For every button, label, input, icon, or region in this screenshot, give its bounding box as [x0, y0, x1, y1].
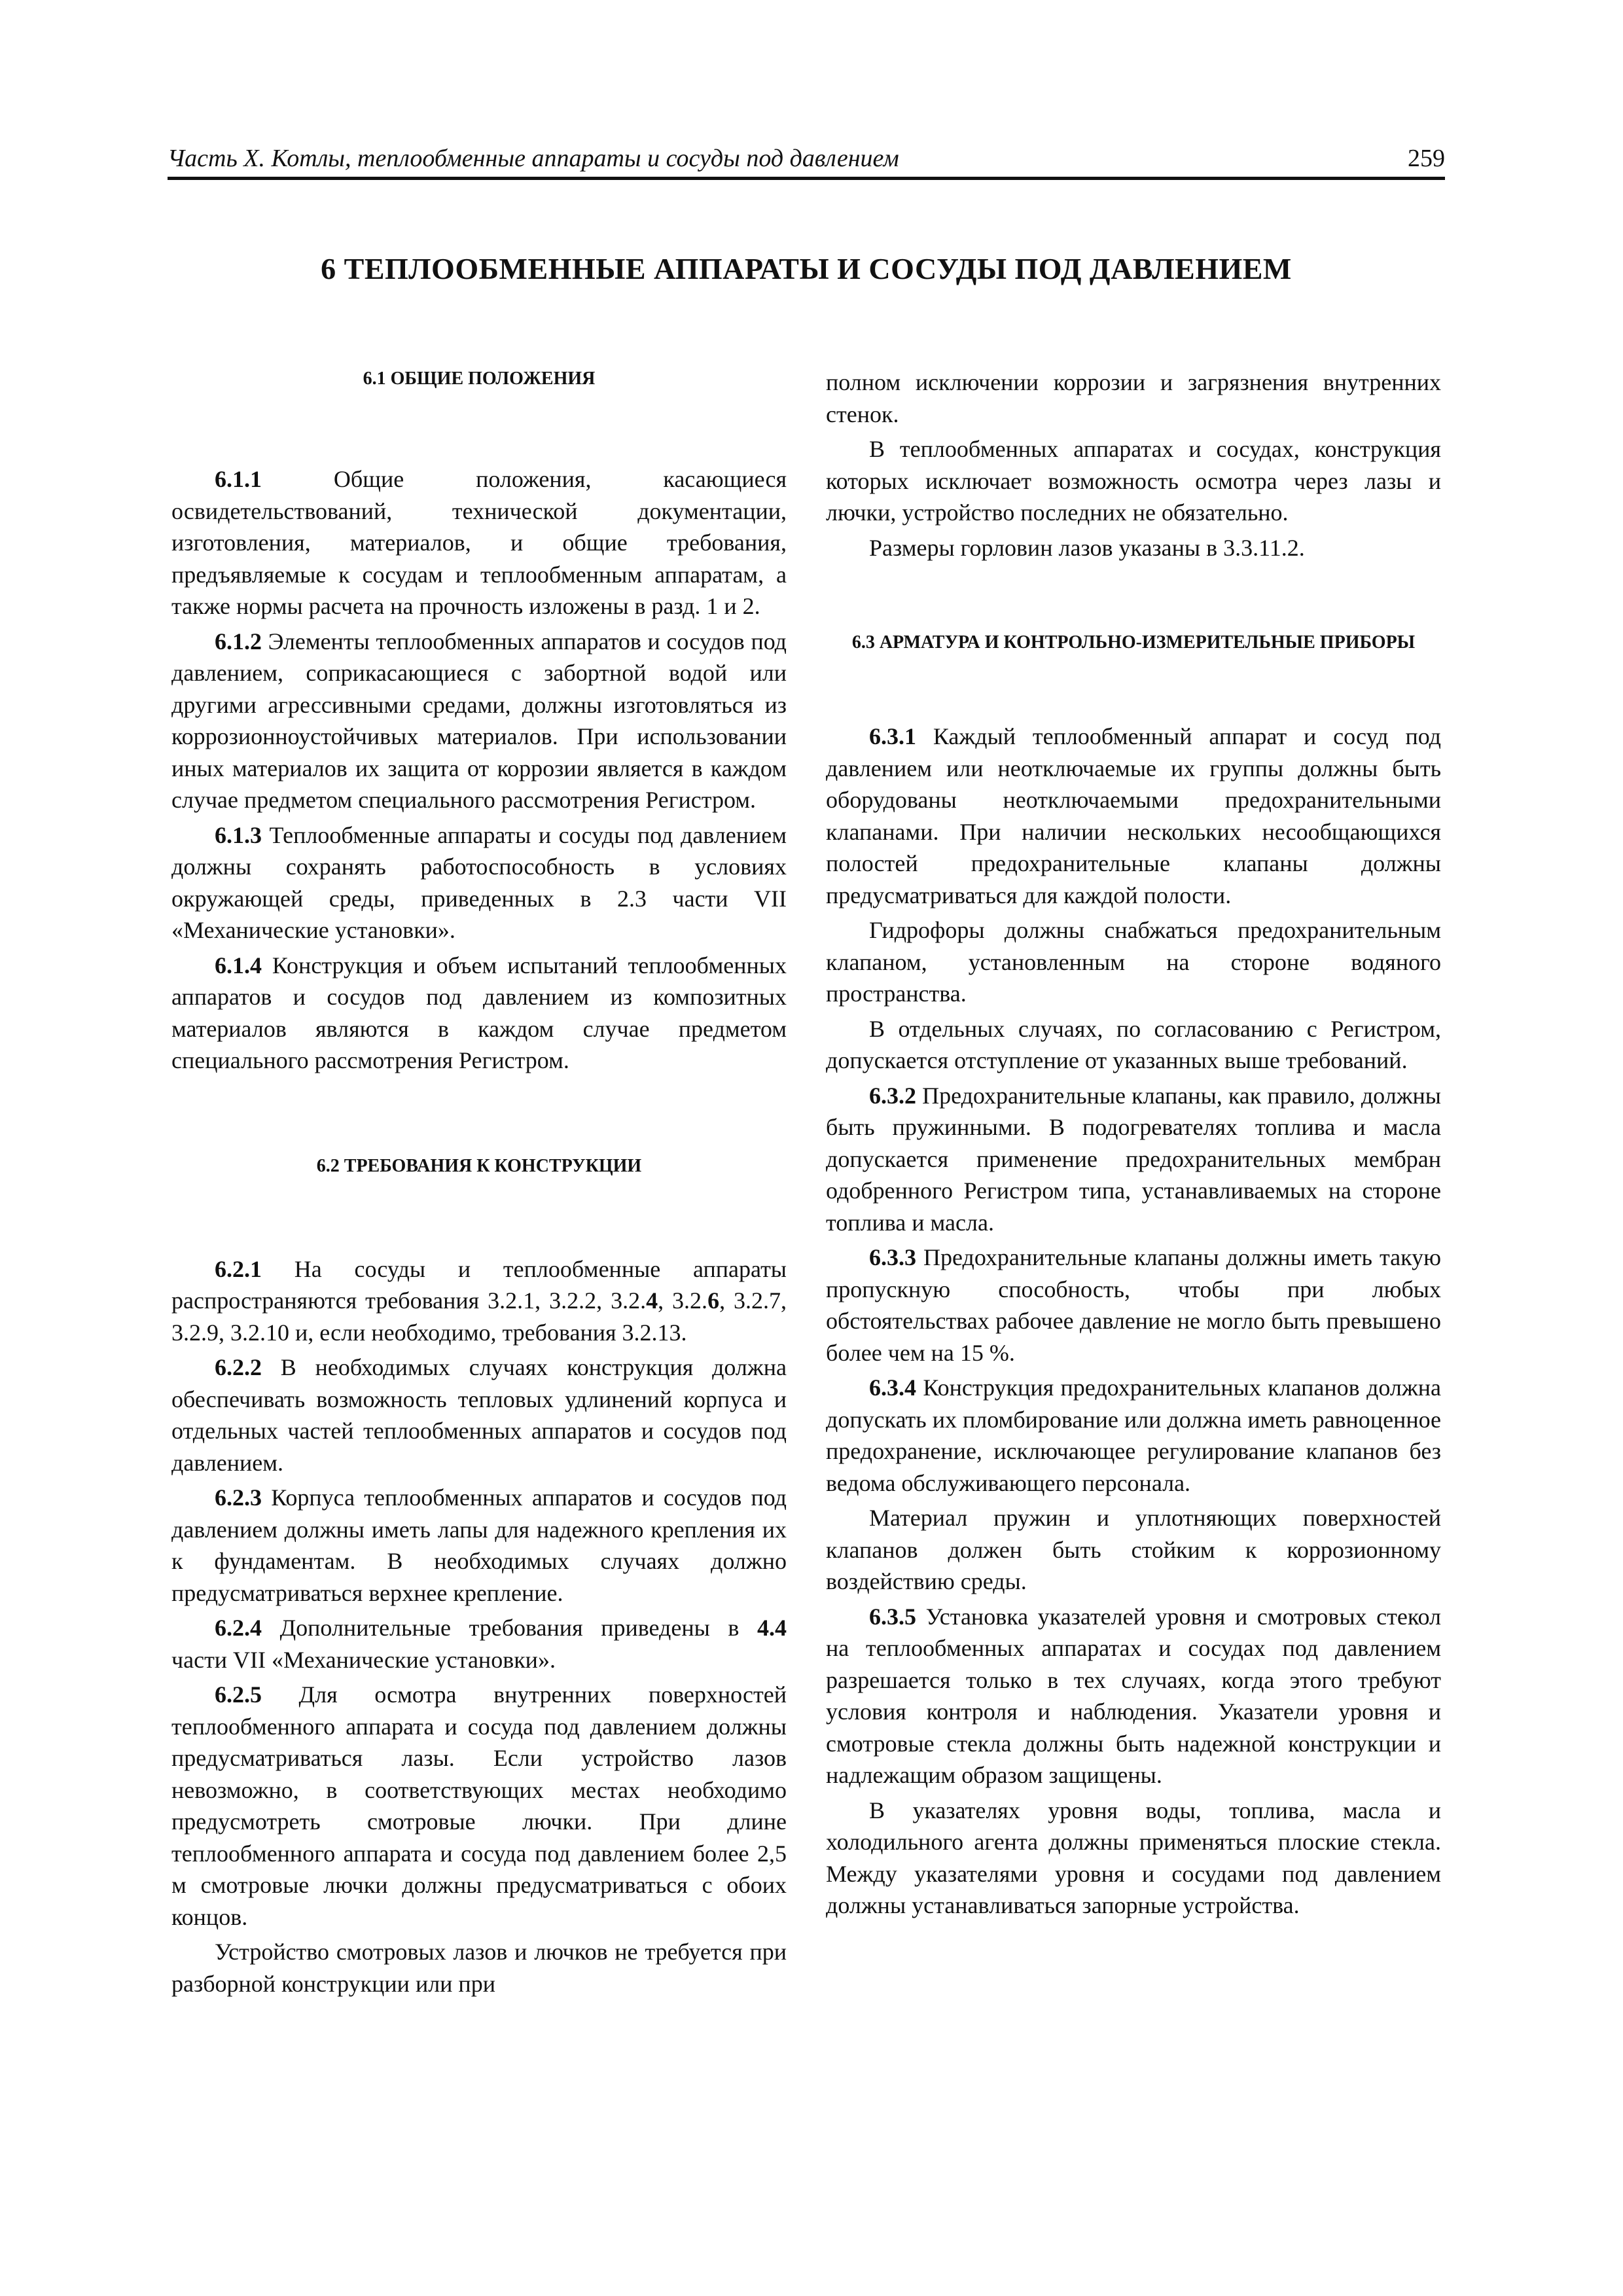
clause-number: 6.1.2	[215, 628, 262, 655]
paragraph-text: Предохранительные клапаны, как правило, должны быть пружинными. В подогревателях топлива и масла допускается применение предохранительных мембран одобренного Регистром типа, устанавливаемых на стороне топлива и масла.	[826, 1082, 1441, 1236]
paragraph-6-1-1	[171, 463, 787, 622]
section-title-6-3: 6.3 АРМАТУРА И КОНТРОЛЬНО-ИЗМЕРИТЕЛЬНЫЕ ПРИБОРЫ	[851, 632, 1416, 653]
clause-number: 6.3.4	[869, 1374, 916, 1401]
section-title-6-2: 6.2 ТРЕБОВАНИЯ К КОНСТРУКЦИИ	[316, 1155, 642, 1176]
paragraph-6-3-1-exceptions	[826, 1013, 1441, 1077]
paragraph-6-3-4	[826, 1372, 1441, 1499]
clause-number: 6.2.3	[215, 1484, 262, 1511]
clause-number: 6.3.2	[869, 1082, 916, 1109]
paragraph-text: части VII «Механические установки».	[171, 1646, 556, 1673]
paragraph-text: Для осмотра внутренних поверхностей теплообменного аппарата и сосуда под давлением должны предусматриваться лазы. Если устройство лазов невозможно, в соответствующих местах необходимо предусмотреть смотровые лючки. При длине теплообменного аппарата и сосуда под давлением более 2,5 м смотровые лючки должны предусматриваться с обоих концов.	[171, 1681, 787, 1930]
bold-digit: 4	[646, 1287, 658, 1314]
paragraph-text: Теплообменные аппараты и сосуды под давлением должны сохранять работоспособность в условиях окружающей среды, приведенных в 2.3 части VII «Механические установки».	[171, 821, 787, 943]
paragraph-text: В необходимых случаях конструкция должна обеспечивать возможность тепловых удлинений корпуса и отдельных частей теплообменных аппаратов и сосудов под давлением.	[171, 1354, 787, 1476]
right-column	[826, 367, 1441, 1925]
paragraph-6-1-4	[171, 950, 787, 1077]
paragraph-text: Общие положения, касающиеся освидетельствований, технической документации, изготовления, материалов, и общие требования, предъявляемые к сосудам и теплообменным аппаратам, а также нормы расчета на прочность изложены в разд. 1 и 2.	[171, 466, 787, 619]
paragraph-6-2-5-sizes	[826, 532, 1441, 564]
paragraph-text: Установка указателей уровня и смотровых стекол на теплообменных аппаратах и сосудах под давлением разрешается только в тех случаях, когда этого требуют условия контроля и наблюдения. Указатели уровня и смотровые стекла должны быть надежной конструкции и надлежащим образом защищены.	[826, 1603, 1441, 1788]
paragraph-text: Каждый теплообменный аппарат и сосуд под давлением или неотключаемые их группы должны быть оборудованы неотключаемыми предохранительными клапанами. При наличии нескольких несообщающихся полостей предохранительные клапаны должны предусматриваться для каждой полости.	[826, 723, 1441, 908]
clause-number: 6.3.5	[869, 1603, 916, 1630]
paragraph-6-2-3	[171, 1482, 787, 1609]
clause-number: 6.1.1	[215, 466, 262, 492]
paragraph-text: В теплообменных аппаратах и сосудах, конструкция которых исключает возможность осмотра через лазы и лючки, устройство последних не обязательно.	[826, 436, 1441, 526]
paragraph-6-3-3	[826, 1242, 1441, 1369]
paragraph-6-2-5	[171, 1679, 787, 1933]
paragraph-text: Конструкция и объем испытаний теплообменных аппаратов и сосудов под давлением из композитных материалов являются в каждом случае предметом специального рассмотрения Регистром.	[171, 952, 787, 1073]
clause-number: 6.3.3	[869, 1244, 916, 1270]
running-title: Часть X. Котлы, теплообменные аппараты и сосуды под давлением	[168, 145, 899, 172]
paragraph-6-2-5-manholes	[826, 433, 1441, 529]
left-column	[171, 367, 787, 2003]
paragraph-text: В отдельных случаях, по согласованию с Регистром, допускается отступление от указанных выше требований.	[826, 1015, 1441, 1073]
clause-number: 6.2.1	[215, 1255, 262, 1282]
section-title-6-1: 6.1 ОБЩИЕ ПОЛОЖЕНИЯ	[363, 368, 596, 389]
paragraph-6-2-2	[171, 1352, 787, 1479]
paragraph-6-3-1-hydrophores	[826, 914, 1441, 1010]
paragraph-text: Корпуса теплообменных аппаратов и сосудов под давлением должны иметь лапы для надежного крепления их к фундаментам. В необходимых случаях должно предусматриваться верхнее крепление.	[171, 1484, 787, 1606]
paragraph-text: полном исключении коррозии и загрязнения внутренних стенок.	[826, 369, 1441, 427]
paragraph-text: Элементы теплообменных аппаратов и сосудов под давлением, соприкасающиеся с забортной водой или другими агрессивными средами, должны изготовляться из коррозионноустойчивых материалов. При использовании иных материалов их защита от коррозии является в каждом случае предметом специального рассмотрения Регистром.	[171, 628, 787, 813]
paragraph-text: Гидрофоры должны снабжаться предохранительным клапаном, установленным на стороне водяного пространства.	[826, 917, 1441, 1007]
paragraph-text: Материал пружин и уплотняющих поверхностей клапанов должен быть стойким к коррозионному воздействию среды.	[826, 1505, 1441, 1594]
page-header	[168, 139, 1445, 180]
clause-number: 6.1.4	[215, 952, 262, 978]
clause-number: 6.2.4	[215, 1615, 262, 1641]
clause-number: 6.2.2	[215, 1354, 262, 1380]
paragraph-text: Размеры горловин лазов указаны в 3.3.11.2.	[869, 534, 1305, 561]
paragraph-text: Дополнительные требования приведены в	[262, 1615, 757, 1641]
paragraph-text: , 3.2.	[658, 1287, 708, 1314]
paragraph-6-1-3	[171, 819, 787, 946]
paragraph-continuation	[826, 367, 1441, 430]
chapter-title: 6 ТЕПЛООБМЕННЫЕ АППАРАТЫ И СОСУДЫ ПОД ДАВЛЕНИЕМ	[321, 252, 1292, 285]
paragraph-6-1-2	[171, 626, 787, 816]
paragraph-6-3-5	[826, 1601, 1441, 1791]
paragraph-text: Предохранительные клапаны должны иметь такую пропускную способность, чтобы при любых обстоятельствах рабочее давление не могло быть превышено более чем на 15 %.	[826, 1244, 1441, 1366]
clause-number: 6.2.5	[215, 1681, 262, 1708]
paragraph-text: Устройство смотровых лазов и лючков не требуется при разборной конструкции или при	[171, 1939, 787, 1997]
paragraph-6-2-4	[171, 1612, 787, 1676]
page-number: 259	[1408, 145, 1445, 172]
paragraph-6-3-2	[826, 1080, 1441, 1239]
paragraph-6-3-5-glass	[826, 1795, 1441, 1922]
paragraph-6-3-1	[826, 721, 1441, 911]
paragraph-text: Конструкция предохранительных клапанов должна допускать их пломбирование или должна иметь равноценное предохранение, исключающее регулирование клапанов без ведома обслуживающего персонала.	[826, 1374, 1441, 1496]
paragraph-6-3-4-material	[826, 1502, 1441, 1598]
clause-number: 6.3.1	[869, 723, 916, 749]
paragraph-text: В указателях уровня воды, топлива, масла и холодильного агента должны применяться плоские стекла. Между указателями уровня и сосудами под давлением должны устанавливаться запорные устройства.	[826, 1797, 1441, 1918]
bold-digit: 6	[707, 1287, 720, 1314]
bold-reference: 4.4	[757, 1615, 787, 1641]
paragraph-text: , 3.2.7, 3.2.9, 3.2.10 и, если необходимо, требования 3.2.13.	[171, 1287, 787, 1346]
clause-number: 6.1.3	[215, 821, 262, 848]
paragraph-text: На сосуды и теплообменные аппараты распространяются требования 3.2.1, 3.2.2, 3.2.	[171, 1255, 787, 1314]
paragraph-6-2-1	[171, 1253, 787, 1349]
paragraph-6-2-5-note	[171, 1936, 787, 2000]
